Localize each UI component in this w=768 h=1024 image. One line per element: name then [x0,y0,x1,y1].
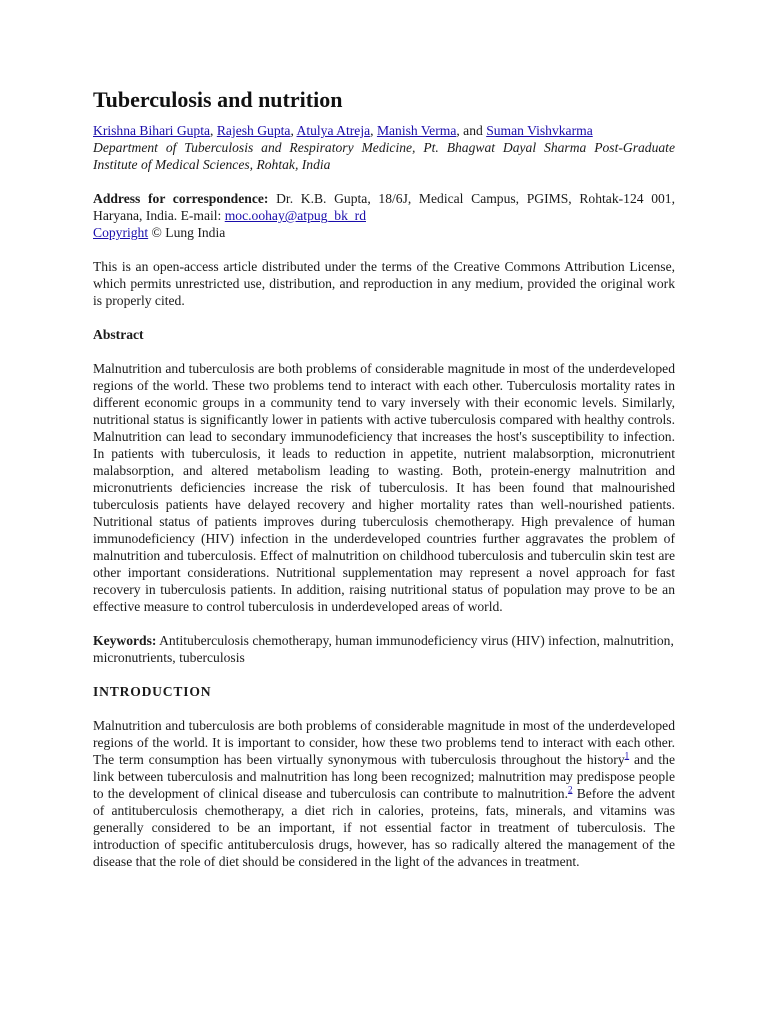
keywords [93,632,675,666]
article-title: Tuberculosis and nutrition [93,87,343,112]
license-statement: This is an open-access article distributed under the terms of the Creative Commons Attribution License, which permits unrestricted use, distribution, and reproduction in any medium, provided the original work is properly cited. [93,259,675,308]
author-separator: , [210,123,217,138]
correspondence-address [93,190,675,224]
author-link-2[interactable]: Rajesh Gupta [216,123,291,138]
affiliation: Department of Tuberculosis and Respiratory Medicine, Pt. Bhagwat Dayal Sharma Post-Graduate Institute of Medical Sciences, Rohtak, India [93,140,675,172]
abstract-text: Malnutrition and tuberculosis are both problems of considerable magnitude in most of the underdeveloped regions of the world. These two problems tend to interact with each other. Tuberculosis mortality rates in different economic groups in a community tend to vary inversely with their economic levels. Similarly, nutritional status is significantly lower in patients with active tuberculosis compared with healthy controls. Malnutrition can lead to secondary immunodeficiency that increases the host's susceptibility to infection. In patients with tuberculosis, it leads to reduction in appetite, nutrient malabsorption, micronutrient malabsorption, and altered metabolism leading to wasting. Both, protein-energy malnutrition and micronutrients deficiencies increase the risk of tuberculosis. It has been found that malnourished tuberculosis patients have delayed recovery and higher mortality rates than well-nourished patients. Nutritional status of patients improves during tuberculosis chemotherapy. High prevalence of human immunodeficiency (HIV) infection in the underdeveloped countries further aggravates the problem of malnutrition and tuberculosis. Effect of malnutrition on childhood tuberculosis and tuberculin skin test are other important considerations. Nutritional supplementation may represent a novel approach for fast recovery in tuberculosis patients. In addition, raising nutritional status of population may prove to be an effective measure to control tuberculosis in underdeveloped areas of world. [93,361,675,614]
keywords-label: Keywords: [93,633,157,648]
copyright-link[interactable]: Copyright [93,225,149,240]
reference-link-2[interactable]: 2 [567,784,573,795]
email-link[interactable]: moc.oohay@atpug_bk_rd [224,208,366,223]
reference-link-1[interactable]: 1 [624,750,630,761]
author-link-4[interactable]: Manish Verma [376,123,457,138]
author-separator: , [290,123,297,138]
author-separator-and: , and [456,123,487,138]
correspondence-text: Dr. K.B. Gupta, 18/6J, Medical Campus, PGIMS, Rohtak-124 001, Haryana, India. E-mail: [93,191,676,223]
introduction-text [93,717,675,870]
author-list [93,122,675,139]
intro-part-3: Before the advent of antituberculosis chemotherapy, a diet rich in calories, proteins, fats, minerals, and vitamins was generally considered to be an important, if not essential factor in treatment of tuberculosis. The introduction of specific antituberculosis drugs, however, has so radically altered the management of the disease that the role of diet should be considered in the light of the advances in treatment. [93,786,675,869]
author-separator: , [370,123,377,138]
intro-part-1: Malnutrition and tuberculosis are both problems of considerable magnitude in most of the underdeveloped regions of the world. It is important to consider, how these two problems tend to interact with each other. The term consumption has been virtually synonymous with tuberculosis throughout the history [93,718,675,767]
correspondence-label: Address for correspondence: [93,191,269,206]
copyright-line [93,224,675,241]
copyright-text: © Lung India [148,225,226,240]
introduction-heading: INTRODUCTION [93,684,212,699]
abstract-heading: Abstract [93,327,144,342]
author-link-5[interactable]: Suman Vishvkarma [486,123,593,138]
author-link-3[interactable]: Atulya Atreja [296,123,371,138]
intro-part-2: and the link between tuberculosis and malnutrition has long been recognized; malnutrition may predispose people to the development of clinical disease and tuberculosis can contribute to malnutrition. [93,752,675,801]
keywords-text: Antituberculosis chemotherapy, human immunodeficiency virus (HIV) infection, malnutrition, micronutrients, tuberculosis [93,633,674,665]
author-link-1[interactable]: Krishna Bihari Gupta [93,123,211,138]
article [93,86,675,870]
